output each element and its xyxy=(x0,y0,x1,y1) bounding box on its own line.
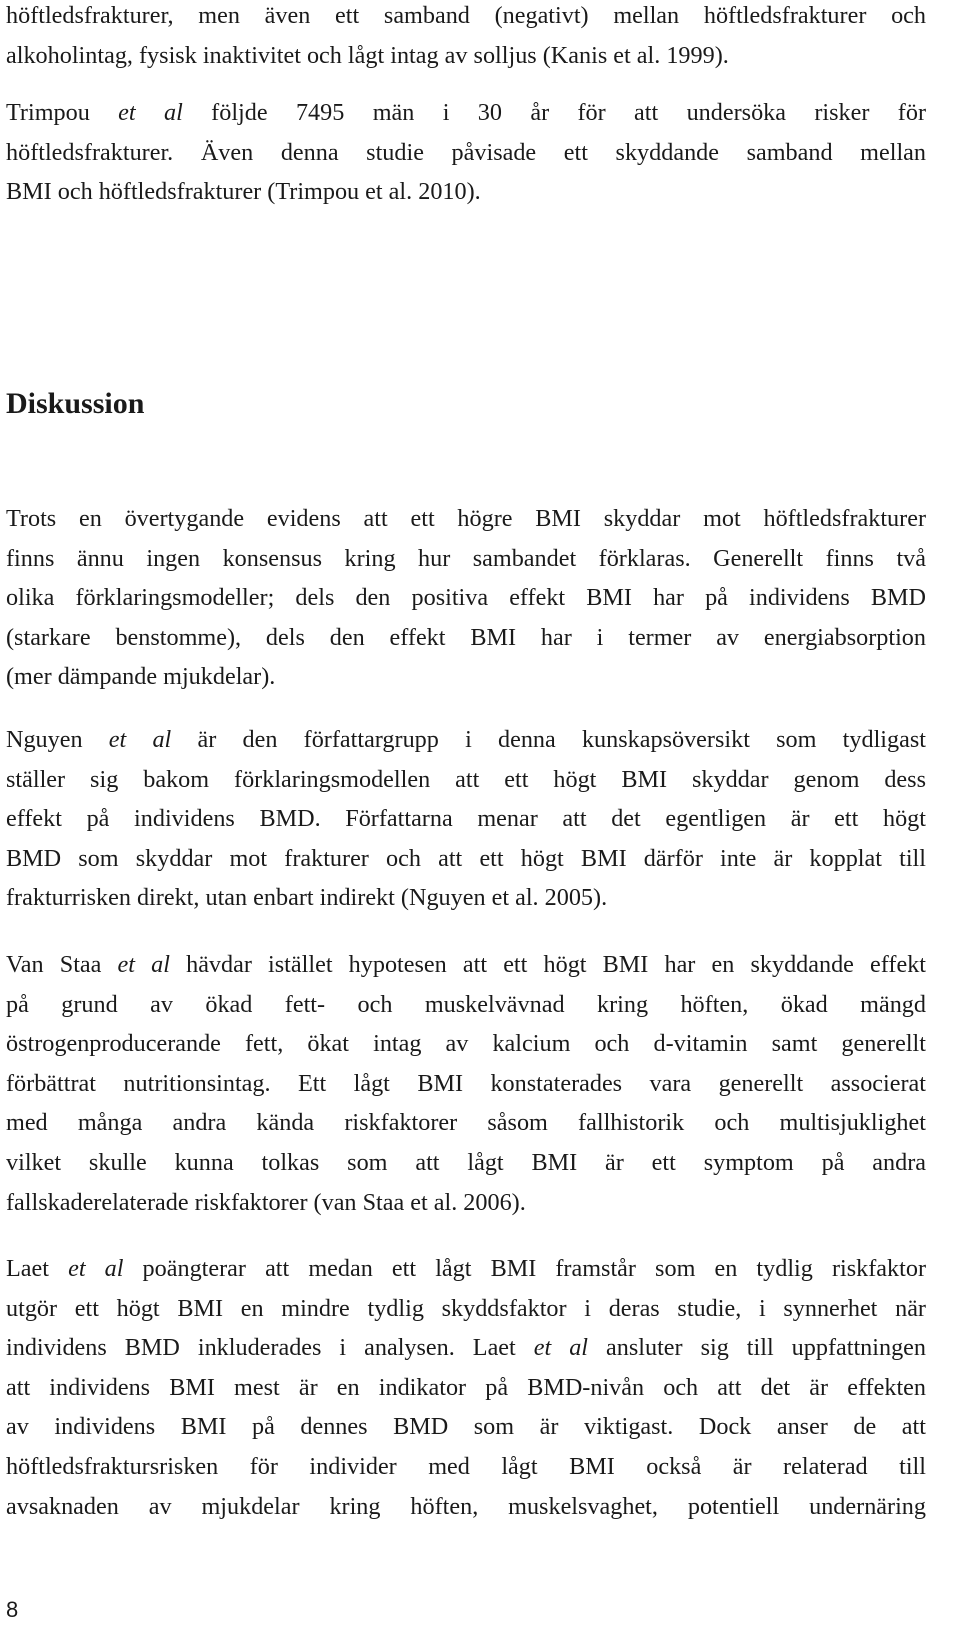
page-number: 8 xyxy=(6,1597,19,1622)
paragraph-nguyen xyxy=(6,720,926,918)
text-segment: utgör ett högt BMI en mindre tydlig skyddsfaktor i deras studie, i synnerhet när xyxy=(6,1294,926,1322)
text-segment: höftledsfrakturer, men även ett samband (negativt) mellan höftledsfrakturer och xyxy=(6,2,926,29)
text-line xyxy=(6,1103,926,1143)
italic-text: et al xyxy=(533,1334,589,1362)
text-segment: följde 7495 män i 30 år för att undersöka risker för xyxy=(182,99,926,126)
text-line xyxy=(6,1249,926,1289)
text-segment: Van Staa xyxy=(6,951,118,978)
paragraph-intro-discussion xyxy=(6,499,926,697)
text-line xyxy=(6,1183,926,1223)
text-line xyxy=(6,1289,926,1329)
text-segment: BMD som skyddar mot frakturer och att ett högt BMI därför inte är kopplat till xyxy=(6,844,926,872)
text-line xyxy=(6,945,926,985)
text-segment: Trimpou xyxy=(6,99,119,126)
italic-text: et al xyxy=(68,1255,124,1282)
text-line xyxy=(6,1024,926,1064)
text-segment: finns ännu ingen konsensus kring hur sambandet förklaras. Generellt finns två xyxy=(6,544,926,572)
text-line xyxy=(6,1143,926,1183)
text-segment: att individens BMI mest är en indikator på BMD-nivån och att det är effekten xyxy=(6,1373,926,1401)
text-segment: med många andra kända riskfaktorer såsom fallhistorik och multisjuklighet xyxy=(6,1109,926,1137)
text-line xyxy=(6,1368,926,1408)
text-segment: olika förklaringsmodeller; dels den positiva effekt BMI har på individens BMD xyxy=(6,584,926,612)
text-segment: Nguyen xyxy=(6,726,109,753)
text-line xyxy=(6,657,926,697)
text-segment: höftledsfrakturer. Även denna studie påvisade ett skyddande samband mellan xyxy=(6,138,926,166)
text-line xyxy=(6,985,926,1025)
paragraph-van-staa xyxy=(6,945,926,1222)
text-segment: individens BMD inkluderades i analysen. Laet xyxy=(6,1334,534,1362)
text-line xyxy=(6,93,926,133)
text-line xyxy=(6,172,926,212)
text-segment: ställer sig bakom förklaringsmodellen att ett högt BMI skyddar genom dess xyxy=(6,765,926,793)
text-line xyxy=(6,720,926,760)
paragraph-laet xyxy=(6,1249,926,1526)
text-segment: poängterar att medan ett lågt BMI framstår som en tydlig riskfaktor xyxy=(123,1255,926,1282)
text-line xyxy=(6,499,926,539)
text-line xyxy=(6,1407,926,1447)
section-heading: Diskussion xyxy=(6,387,145,420)
text-segment: av individens BMI på dennes BMD som är viktigast. Dock anser de att xyxy=(6,1413,926,1441)
text-segment: vilket skulle kunna tolkas som att lågt BMI är ett symptom på andra xyxy=(6,1148,926,1176)
text-segment: avsaknaden av mjukdelar kring höften, muskelsvaghet, potentiell undernäring xyxy=(6,1492,926,1520)
paragraph-trimpou xyxy=(6,93,926,212)
paragraph-kanis xyxy=(6,0,926,75)
text-segment: BMI och höftledsfrakturer (Trimpou et al. 2010). xyxy=(6,178,481,206)
text-line xyxy=(6,0,926,36)
text-line xyxy=(6,839,926,879)
text-line xyxy=(6,1064,926,1104)
text-line xyxy=(6,1328,926,1368)
text-segment: östrogenproducerande fett, ökat intag av kalcium och d-vitamin samt generellt xyxy=(6,1030,926,1058)
text-segment: Laet xyxy=(6,1255,69,1282)
text-segment: förbättrat nutritionsintag. Ett lågt BMI konstaterades vara generellt associerat xyxy=(6,1069,926,1097)
text-segment: alkoholintag, fysisk inaktivitet och lågt intag av solljus (Kanis et al. 1999). xyxy=(6,41,729,69)
text-line xyxy=(6,1487,926,1527)
text-line xyxy=(6,578,926,618)
text-segment: fallskaderelaterade riskfaktorer (van Staa et al. 2006). xyxy=(6,1188,526,1216)
text-line xyxy=(6,760,926,800)
text-line xyxy=(6,133,926,173)
text-line xyxy=(6,799,926,839)
text-segment: Trots en övertygande evidens att ett högre BMI skyddar mot höftledsfrakturer xyxy=(6,505,926,532)
text-segment: (mer dämpande mjukdelar). xyxy=(6,663,276,691)
text-segment: höftledsfraktursrisken för individer med lågt BMI också är relaterad till xyxy=(6,1452,926,1480)
italic-text: et al xyxy=(117,951,170,978)
text-segment: är den författargrupp i denna kunskapsöversikt som tydligast xyxy=(171,726,926,753)
text-segment: effekt på individens BMD. Författarna menar att det egentligen är ett högt xyxy=(6,805,926,833)
text-segment: frakturrisken direkt, utan enbart indirekt (Nguyen et al. 2005). xyxy=(6,884,608,912)
text-segment: ansluter sig till uppfattningen xyxy=(588,1334,927,1362)
text-line xyxy=(6,878,926,918)
text-segment: hävdar istället hypotesen att ett högt BMI har en skyddande effekt xyxy=(169,951,927,978)
italic-text: et al xyxy=(108,726,172,753)
text-line xyxy=(6,539,926,579)
text-line xyxy=(6,36,926,76)
italic-text: et al xyxy=(118,99,183,126)
text-segment: på grund av ökad fett- och muskelvävnad kring höften, ökad mängd xyxy=(6,990,926,1018)
text-segment: (starkare benstomme), dels den effekt BMI har i termer av energiabsorption xyxy=(6,623,926,651)
text-line xyxy=(6,1447,926,1487)
text-line xyxy=(6,618,926,658)
